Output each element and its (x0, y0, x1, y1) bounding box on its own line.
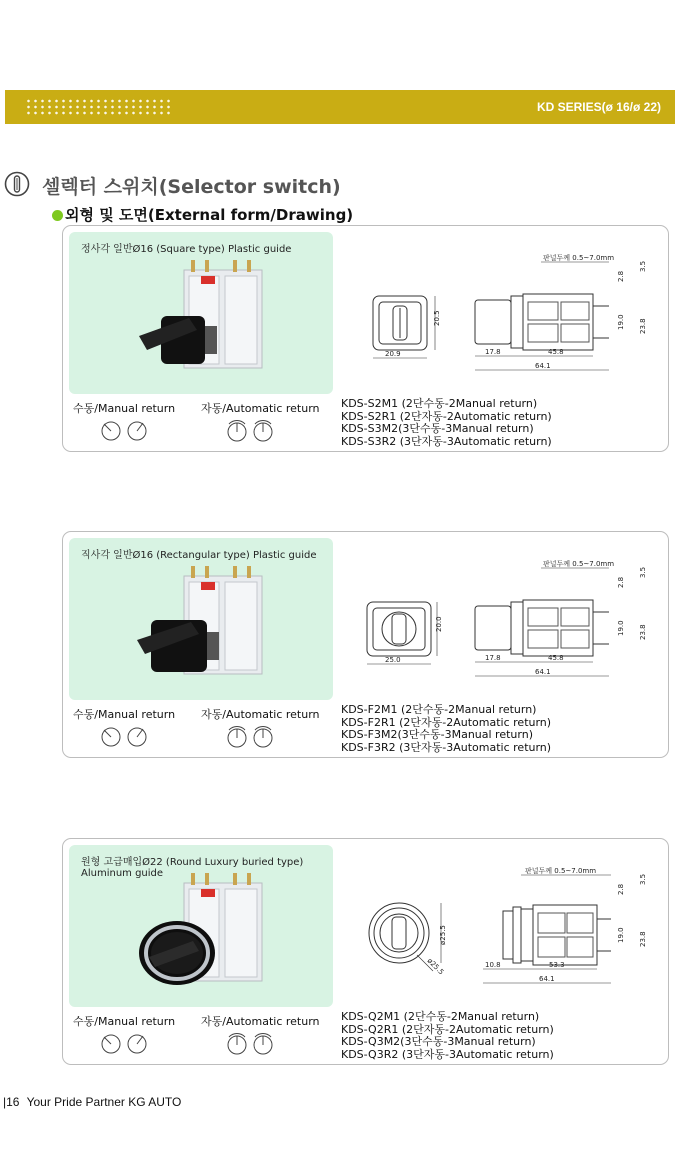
model-item: KDS-S3R2 (3단자동-3Automatic return) (341, 434, 552, 448)
svg-text:17.8: 17.8 (485, 348, 501, 356)
model-item: KDS-Q3R2 (3단자동-3Automatic return) (341, 1047, 554, 1061)
svg-text:ø25.5: ø25.5 (439, 925, 447, 945)
dimension-drawing (353, 859, 653, 989)
svg-text:23.8: 23.8 (639, 318, 647, 334)
svg-text:3.5: 3.5 (639, 873, 647, 885)
svg-text:10.8: 10.8 (485, 961, 501, 969)
product-panel-square (62, 225, 669, 452)
panel-caption: 정사각 일반Ø16 (Square type) Plastic guide (81, 244, 292, 255)
header-banner (5, 90, 675, 124)
dimension-drawing (353, 246, 653, 376)
svg-text:3.5: 3.5 (639, 260, 647, 272)
svg-text:20.0: 20.0 (435, 616, 443, 632)
manual-position-icon (99, 418, 159, 444)
automatic-return-label: 자동/Automatic return (201, 708, 320, 721)
svg-text:19.0: 19.0 (617, 927, 625, 943)
panel-caption: 직사각 일반Ø16 (Rectangular type) Plastic guide (81, 550, 317, 561)
svg-text:45.8: 45.8 (548, 348, 564, 356)
model-item: KDS-F3M2(3단수동-3Manual return) (341, 728, 533, 742)
panel-caption: 원형 고급매입Ø22 (Round Luxury buried type) Aluminum guide (81, 857, 304, 879)
automatic-position-icon (225, 1031, 285, 1057)
svg-text:19.0: 19.0 (617, 620, 625, 636)
svg-text:19.0: 19.0 (617, 314, 625, 330)
dot-pattern (25, 98, 173, 116)
automatic-return-label: 자동/Automatic return (201, 1015, 320, 1028)
product-panel-rectangular (62, 531, 669, 758)
svg-text:판널두께 0.5~7.0mm: 판널두께 0.5~7.0mm (543, 560, 615, 568)
svg-text:64.1: 64.1 (535, 668, 551, 676)
manual-position-icon (99, 1031, 159, 1057)
svg-text:ø25.5: ø25.5 (425, 956, 446, 977)
svg-text:20.5: 20.5 (433, 310, 441, 326)
footer (3, 1095, 185, 1109)
model-item: KDS-F2R1 (2단자동-2Automatic return) (341, 715, 552, 729)
svg-text:64.1: 64.1 (539, 975, 555, 983)
model-item: KDS-Q3M2(3단수동-3Manual return) (341, 1035, 536, 1049)
svg-text:2.8: 2.8 (617, 270, 625, 282)
svg-text:23.8: 23.8 (639, 931, 647, 947)
product-photo-area (69, 538, 333, 700)
svg-text:2.8: 2.8 (617, 576, 625, 588)
automatic-position-icon (225, 418, 285, 444)
dimension-drawing (353, 552, 653, 682)
model-list (341, 1011, 554, 1061)
svg-text:판널두께 0.5~7.0mm: 판널두께 0.5~7.0mm (543, 254, 615, 262)
svg-text:45.8: 45.8 (548, 654, 564, 662)
footer-tagline: Your Pride Partner KG AUTO (26, 1095, 182, 1109)
automatic-return-label: 자동/Automatic return (201, 402, 320, 415)
model-item: KDS-Q2R1 (2단자동-2Automatic return) (341, 1022, 554, 1036)
product-photo-area (69, 845, 333, 1007)
model-list (341, 704, 551, 754)
model-item: KDS-Q2M1 (2단수동-2Manual return) (341, 1010, 540, 1023)
manual-return-label: 수동/Manual return (73, 402, 176, 415)
product-photo-area (69, 232, 333, 394)
manual-return-label: 수동/Manual return (73, 708, 176, 721)
model-item: KDS-S3M2(3단수동-3Manual return) (341, 422, 534, 436)
svg-text:17.8: 17.8 (485, 654, 501, 662)
model-item: KDS-F3R2 (3단자동-3Automatic return) (341, 740, 552, 754)
model-item: KDS-S2R1 (2단자동-2Automatic return) (341, 409, 552, 423)
svg-text:판널두께 0.5~7.0mm: 판널두께 0.5~7.0mm (525, 867, 597, 875)
series-label: KD SERIES(ø 16/ø 22) (536, 100, 661, 114)
bullet-icon (52, 210, 63, 221)
product-panel-round (62, 838, 669, 1065)
svg-text:25.0: 25.0 (385, 656, 401, 664)
svg-text:64.1: 64.1 (535, 362, 551, 370)
page-number: |16 (3, 1095, 20, 1109)
svg-text:20.9: 20.9 (385, 350, 401, 358)
manual-position-icon (99, 724, 159, 750)
svg-text:53.3: 53.3 (549, 961, 565, 969)
product-photo-rectangular (129, 564, 279, 696)
svg-text:2.8: 2.8 (617, 883, 625, 895)
manual-return-label: 수동/Manual return (73, 1015, 176, 1028)
automatic-position-icon (225, 724, 285, 750)
product-photo-square (129, 258, 279, 390)
model-item: KDS-F2M1 (2단수동-2Manual return) (341, 703, 537, 716)
page-title: 셀렉터 스위치(Selector switch) (42, 176, 341, 198)
product-photo-round (129, 871, 279, 1003)
svg-text:23.8: 23.8 (639, 624, 647, 640)
svg-text:3.5: 3.5 (639, 566, 647, 578)
section-title: 외형 및 도면(External form/Drawing) (65, 206, 354, 224)
model-list (341, 398, 552, 448)
model-item: KDS-S2M1 (2단수동-2Manual return) (341, 397, 538, 410)
selector-switch-icon (4, 171, 30, 197)
